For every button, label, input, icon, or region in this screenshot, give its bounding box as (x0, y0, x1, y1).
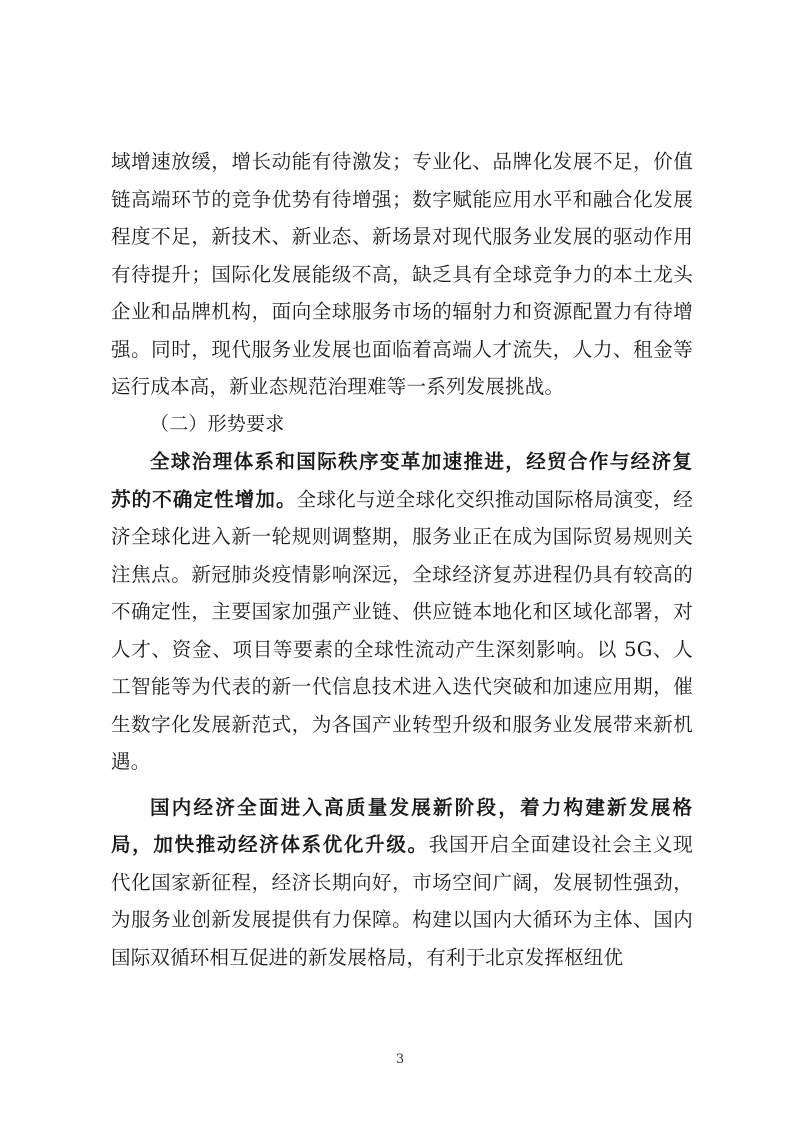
document-body (111, 143, 693, 976)
paragraph-text: 全球化与逆全球化交织推动国际格局演变，经济全球化进入新一轮规则调整期，服务业正在成为国际贸易规则关注焦点。新冠肺炎疫情影响深远，全球经济复苏进程仍具有较高的不确定性，主要国家加强产业链、供应链本地化和区域化部署，对人才、资金、项目等要素的全球性流动产生深刻影响。以 5G、人工智能等为代表的新一代信息技术进入迭代突破和加速应用期，催生数字化发展新范式，为各国产业转型升级和服务业发展带来新机遇。 (111, 487, 693, 773)
section-heading (111, 406, 693, 444)
paragraph-lead: 全球治理体系和国际秩序变革加速推进，经贸合作与经济复苏的不确定性增加。 (111, 450, 693, 511)
paragraph-text: 域增速放缓，增长动能有待激发；专业化、品牌化发展不足，价值链高端环节的竞争优势有待增强；数字赋能应用水平和融合化发展程度不足，新技术、新业态、新场景对现代服务业发展的驱动作用有待提升；国际化发展能级不高，缺乏具有全球竞争力的本土龙头企业和品牌机构，面向全球服务市场的辐射力和资源配置力有待增强。同时，现代服务业发展也面临着高端人才流失，人力、租金等运行成本高，新业态规范治理难等一系列发展挑战。 (111, 150, 693, 398)
paragraph-spacer (111, 781, 693, 789)
paragraph-lead: 国内经济全面进入高质量发展新阶段，着力构建新发展格局，加快推动经济体系优化升级。 (111, 795, 693, 856)
paragraph-global (111, 443, 693, 781)
section-heading-text: （二）形势要求 (150, 412, 285, 435)
paragraph-domestic (111, 789, 693, 977)
page-number: 3 (395, 1052, 405, 1067)
paragraph-text: 我国开启全面建设社会主义现代化国家新征程，经济长期向好，市场空间广阔，发展韧性强劲，为服务业创新发展提供有力保障。构建以国内大循环为主体、国内国际双循环相互促进的新发展格局，有利于北京发挥枢纽优 (111, 833, 693, 969)
paragraph-continuation (111, 143, 693, 406)
